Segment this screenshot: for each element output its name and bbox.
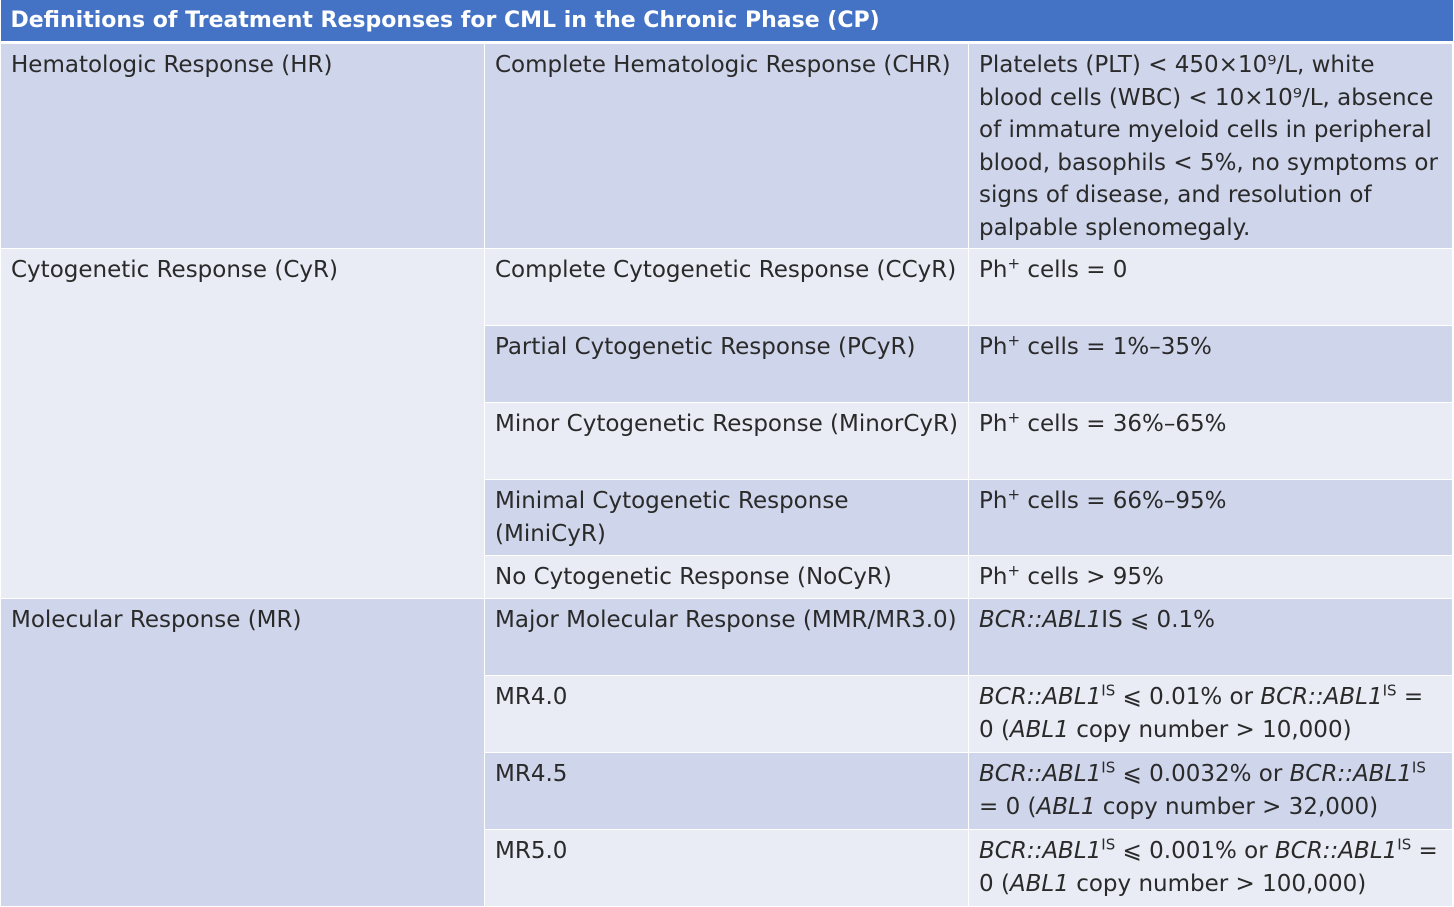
gene-name: BCR::ABL1 bbox=[979, 838, 1102, 864]
definition-text: cells = 0 bbox=[1020, 257, 1128, 283]
definition-text: = 0 ( bbox=[979, 793, 1037, 820]
ph-plus: + bbox=[1007, 254, 1021, 273]
abl1-gene: ABL1 bbox=[1009, 716, 1069, 743]
gene-name: BCR::ABL1 bbox=[979, 684, 1102, 710]
ph-plus: + bbox=[1007, 331, 1021, 350]
definition-text: = 0 ( bbox=[979, 684, 1424, 743]
definition-text: cells = 66%–95% bbox=[1020, 488, 1227, 514]
table-row bbox=[1, 599, 1453, 676]
table-row bbox=[1, 249, 1453, 326]
response-definition-minicyr bbox=[969, 480, 1453, 556]
definition-text: cells > 95% bbox=[1020, 564, 1164, 590]
response-name-mr45: MR4.5 bbox=[485, 753, 969, 830]
response-name-minorcyr: Minor Cytogenetic Response (MinorCyR) bbox=[485, 403, 969, 480]
gene-name: BCR::ABL1 bbox=[979, 607, 1102, 633]
is-superscript: IS bbox=[1101, 758, 1116, 777]
abl1-gene: ABL1 bbox=[1009, 870, 1069, 897]
response-definition-nocyr bbox=[969, 556, 1453, 599]
gene-name: BCR::ABL1 bbox=[1260, 684, 1383, 710]
response-name-mmr: Major Molecular Response (MMR/MR3.0) bbox=[485, 599, 969, 676]
gene-name: BCR::ABL1 bbox=[979, 761, 1102, 787]
response-name-mr40: MR4.0 bbox=[485, 676, 969, 753]
is-superscript: IS bbox=[1382, 681, 1397, 700]
definition-text: cells = 1%–35% bbox=[1020, 334, 1212, 360]
is-superscript: IS bbox=[1411, 758, 1426, 777]
ph-term: Ph bbox=[979, 334, 1008, 360]
response-definition-mr45 bbox=[969, 753, 1453, 830]
response-definition-mr40 bbox=[969, 676, 1453, 753]
definition-text: copy number > 32,000) bbox=[1095, 793, 1379, 820]
response-name-ccyr: Complete Cytogenetic Response (CCyR) bbox=[485, 249, 969, 326]
response-name-mr50: MR5.0 bbox=[485, 830, 969, 907]
definition-text: ⩽ 0.0032% or bbox=[1115, 761, 1290, 787]
ph-term: Ph bbox=[979, 257, 1008, 283]
response-definition-minorcyr bbox=[969, 403, 1453, 480]
ph-plus: + bbox=[1007, 485, 1021, 504]
table-header-row bbox=[1, 0, 1453, 43]
is-superscript: IS bbox=[1101, 681, 1116, 700]
definition-text: ⩽ 0.001% or bbox=[1115, 838, 1275, 864]
response-name-nocyr: No Cytogenetic Response (NoCyR) bbox=[485, 556, 969, 599]
is-superscript: IS bbox=[1397, 835, 1412, 854]
definition-text: copy number > 100,000) bbox=[1068, 870, 1367, 897]
is-superscript: IS bbox=[1101, 835, 1116, 854]
response-name-pcyr: Partial Cytogenetic Response (PCyR) bbox=[485, 326, 969, 403]
abl1-gene: ABL1 bbox=[1036, 793, 1096, 820]
category-cytogenetic: Cytogenetic Response (CyR) bbox=[1, 249, 485, 599]
response-name-chr: Complete Hematologic Response (CHR) bbox=[485, 43, 969, 249]
definition-text: ⩽ 0.01% or bbox=[1115, 684, 1261, 710]
ph-term: Ph bbox=[979, 564, 1008, 590]
table-title: Definitions of Treatment Responses for CML in the Chronic Phase (CP) bbox=[1, 0, 1453, 43]
definition-text: cells = 36%–65% bbox=[1020, 411, 1227, 437]
definition-text: IS ⩽ 0.1% bbox=[1101, 607, 1215, 633]
ph-plus: + bbox=[1007, 561, 1021, 580]
ph-term: Ph bbox=[979, 411, 1008, 437]
category-molecular: Molecular Response (MR) bbox=[1, 599, 485, 907]
response-definition-mr50 bbox=[969, 830, 1453, 907]
definition-text: = 0 ( bbox=[979, 838, 1438, 897]
ph-term: Ph bbox=[979, 488, 1008, 514]
gene-name: BCR::ABL1 bbox=[1274, 838, 1398, 864]
ph-plus: + bbox=[1007, 408, 1021, 427]
gene-name: BCR::ABL1 bbox=[1289, 761, 1412, 787]
response-definition-pcyr bbox=[969, 326, 1453, 403]
definition-text: copy number > 10,000) bbox=[1068, 716, 1352, 743]
response-name-minicyr: Minimal Cytogenetic Response (MiniCyR) bbox=[485, 480, 969, 556]
response-definition-mmr bbox=[969, 599, 1453, 676]
table-row bbox=[1, 43, 1453, 249]
response-definition-ccyr bbox=[969, 249, 1453, 326]
category-hematologic: Hematologic Response (HR) bbox=[1, 43, 485, 249]
response-definition-chr: Platelets (PLT) < 450×10⁹/L, white blood cells (WBC) < 10×10⁹/L, absence of immature myeloid cells in peripheral blood, basophils < 5%, no symptoms or signs of disease, and resolution of palpable splenomegaly. bbox=[969, 43, 1453, 249]
